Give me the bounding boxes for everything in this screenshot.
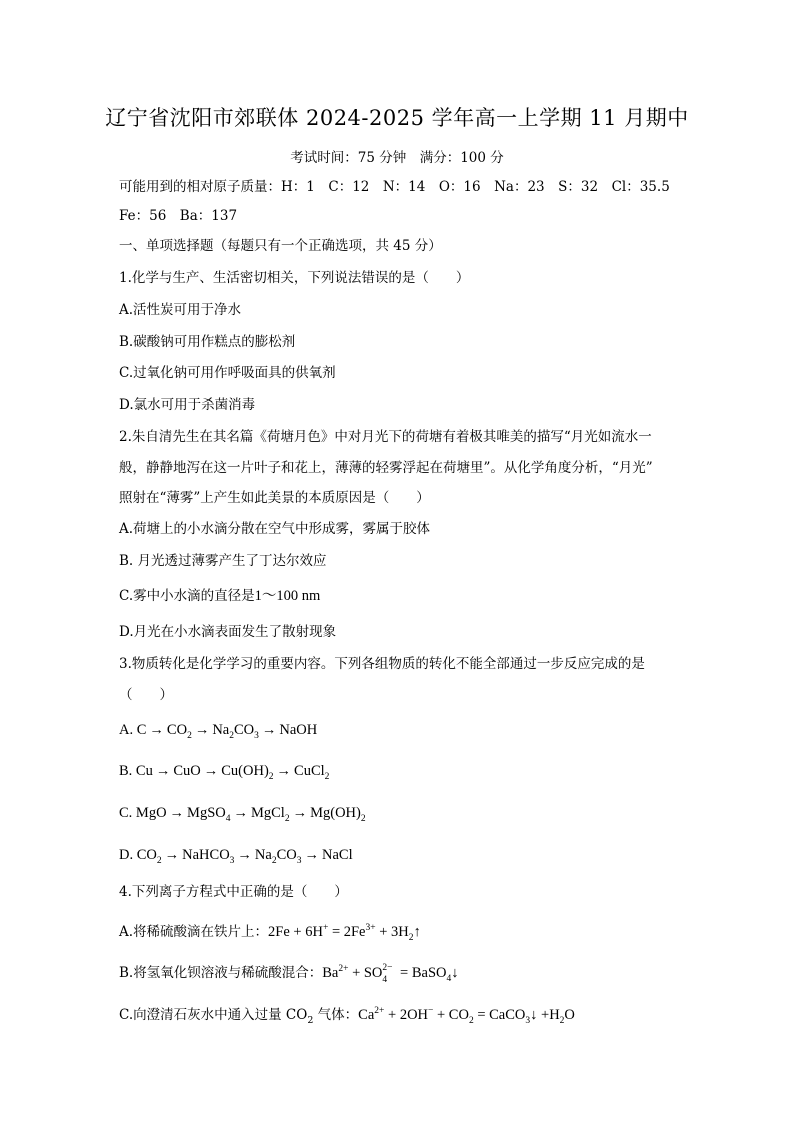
formula-part: MgSO [187,805,226,821]
formula-part: → [149,722,164,738]
q1-option-b: B.碳酸钠可用作糕点的膨松剂 [119,334,296,350]
q1-option-d: D.氯水可用于杀菌消毒 [119,397,256,413]
formula-part: Mg [310,805,331,821]
formula-part: Na [212,722,230,738]
formula-part: 3 [254,731,259,741]
formula-part: A. [119,722,134,738]
section-heading: 一、单项选择题（每题只有一个正确选项，共 45 分） [119,238,442,254]
q4-option-c [119,1002,575,1030]
formula-part: → [276,763,292,779]
formula-part: − [428,1006,434,1016]
q1-stem: 1.化学与生产、生活密切相关，下列说法错误的是（ ） [119,270,470,286]
atomic-masses-line-2: Fe：56 Ba：137 [119,208,238,224]
formula-part: + [322,923,329,933]
q2-option-d: D.月光在小水滴表面发生了散射现象 [119,624,337,640]
formula-part: 2 [156,856,162,866]
formula-part: Ca [358,1007,375,1023]
formula-part: C.向澄清石灰水中通入过量 CO [119,1007,308,1023]
atomic-masses-line-1: 可能用到的相对原子质量：H：1 C：12 N：14 O：16 Na：23 S：32 Cl：35.5 [119,179,670,195]
formula-part: 3 [296,856,302,866]
formula-part: → [169,805,185,821]
formula-part: 4 [382,975,388,985]
formula-part: C [136,722,147,738]
formula-part: → [194,722,210,738]
q3-option-c [119,804,366,828]
exam-info: 考试时间：75 分钟 满分：100 分 [290,150,504,166]
formula-part: → [155,763,171,779]
formula-part: 2+ [374,1006,385,1016]
formula-part: = 2Fe [328,924,366,940]
formula-part: 2 [271,856,277,866]
formula-part: 4 [225,814,231,824]
formula-part: +H [537,1007,560,1023]
formula-part: CO [136,847,157,863]
formula-part: Na [254,847,272,863]
formula-part: B. [119,763,133,779]
formula-part: CO [233,722,255,738]
q2-option-c-text: C.雾中小水滴的直径是 [119,588,255,604]
formula-part: Ba [322,965,339,981]
q2-option-c [119,587,320,605]
formula-part: MgO [135,805,167,821]
q4-option-a [119,919,421,947]
formula-part: → [233,805,248,821]
q4-option-b [119,960,458,988]
formula-part: → [292,805,308,821]
formula-part: 2 [268,772,274,782]
formula-part: ↓ [451,965,459,981]
formula-part: B.将氢氧化钡溶液与稀硫酸混合： [119,965,323,981]
formula-part: 2− [382,963,393,973]
formula-part: → [261,722,277,738]
formula-part: NaHCO [182,847,230,863]
formula-part: 3 [229,856,235,866]
formula-part: (OH) [330,805,361,821]
formula-part: = CaCO [473,1007,526,1023]
q2-option-b: B. 月光透过薄雾产生了丁达尔效应 [119,553,327,569]
formula-part: 2+ [338,964,349,974]
formula-part: CuCl [294,763,325,779]
q1-option-a: A.活性炭可用于净水 [119,302,242,318]
q2-stem-line-1: 2.朱自清先生在其名篇《荷塘月色》中对月光下的荷塘有着极其唯美的描写“月光如流水一 [119,429,652,445]
formula-part: CO [166,722,188,738]
formula-part: → [203,763,219,779]
formula-part: → [237,847,252,863]
q3-stem-line-1: 3.物质转化是化学学习的重要内容。下列各组物质的转化不能全部通过一步反应完成的是 [119,656,645,672]
page-title: 辽宁省沈阳市郊联体 2024-2025 学年高一上学期 11 月期中 [105,106,689,130]
formula-part: 2 [324,772,330,782]
formula-part: O [564,1007,575,1023]
formula-part: 2 [468,1016,474,1026]
q3-option-d [119,846,353,870]
formula-part: NaCl [322,847,353,863]
formula-part: 2 [307,1015,314,1026]
formula-part: D. [119,847,134,863]
formula-part: + 2OH [384,1007,429,1023]
formula-part: = BaSO [396,965,447,981]
formula-part: CuO [173,763,201,779]
q2-stem-line-2: 般，静静地泻在这一片叶子和花上，薄薄的轻雾浮起在荷塘里”。从化学角度分析，“月光” [119,460,653,476]
formula-part: ↓ [530,1007,538,1023]
formula-part: 3+ [365,923,376,933]
formula-part: 4 [446,974,452,984]
formula-part: → [164,847,180,863]
formula-part: ↑ [413,924,421,940]
formula-part: + SO [348,965,383,981]
formula-part: Cu [135,763,153,779]
formula-part: 2 [229,731,234,741]
q2-option-a: A.荷塘上的小水滴分散在空气中形成雾，雾属于胶体 [119,521,431,537]
formula-part: Cu [221,763,239,779]
formula-part: C. [119,805,133,821]
q4-stem: 4.下列离子方程式中正确的是（ ） [119,884,348,900]
q3-stem-line-2: （ ） [119,687,173,703]
q3-option-a [119,721,317,745]
formula-part: (OH) [238,763,269,779]
formula-part: 气体： [313,1007,359,1023]
formula-part: NaOH [279,722,318,738]
formula-part: 2 [360,814,366,824]
formula-part: CO [276,847,297,863]
formula-part: 2 [408,933,414,943]
formula-part: 2 [559,1016,565,1026]
q3-option-b [119,762,329,786]
formula-part: + CO [433,1007,469,1023]
formula-part: 2 [187,731,192,741]
formula-part: A.将稀硫酸滴在铁片上： [119,924,269,940]
formula-part: MgCl [250,805,285,821]
formula-part: 2Fe + 6H [268,924,323,940]
formula-part: → [304,847,319,863]
formula-part: 3 [525,1016,531,1026]
formula-part: + 3H [375,924,409,940]
q1-option-c: C.过氧化钠可用作呼吸面具的供氧剂 [119,365,336,381]
formula-part: 2 [284,814,290,824]
q2-stem-line-3: 照射在“薄雾”上产生如此美景的本质原因是（ ） [119,490,430,506]
q2-option-c-formula: 1～100 nm [254,588,321,604]
